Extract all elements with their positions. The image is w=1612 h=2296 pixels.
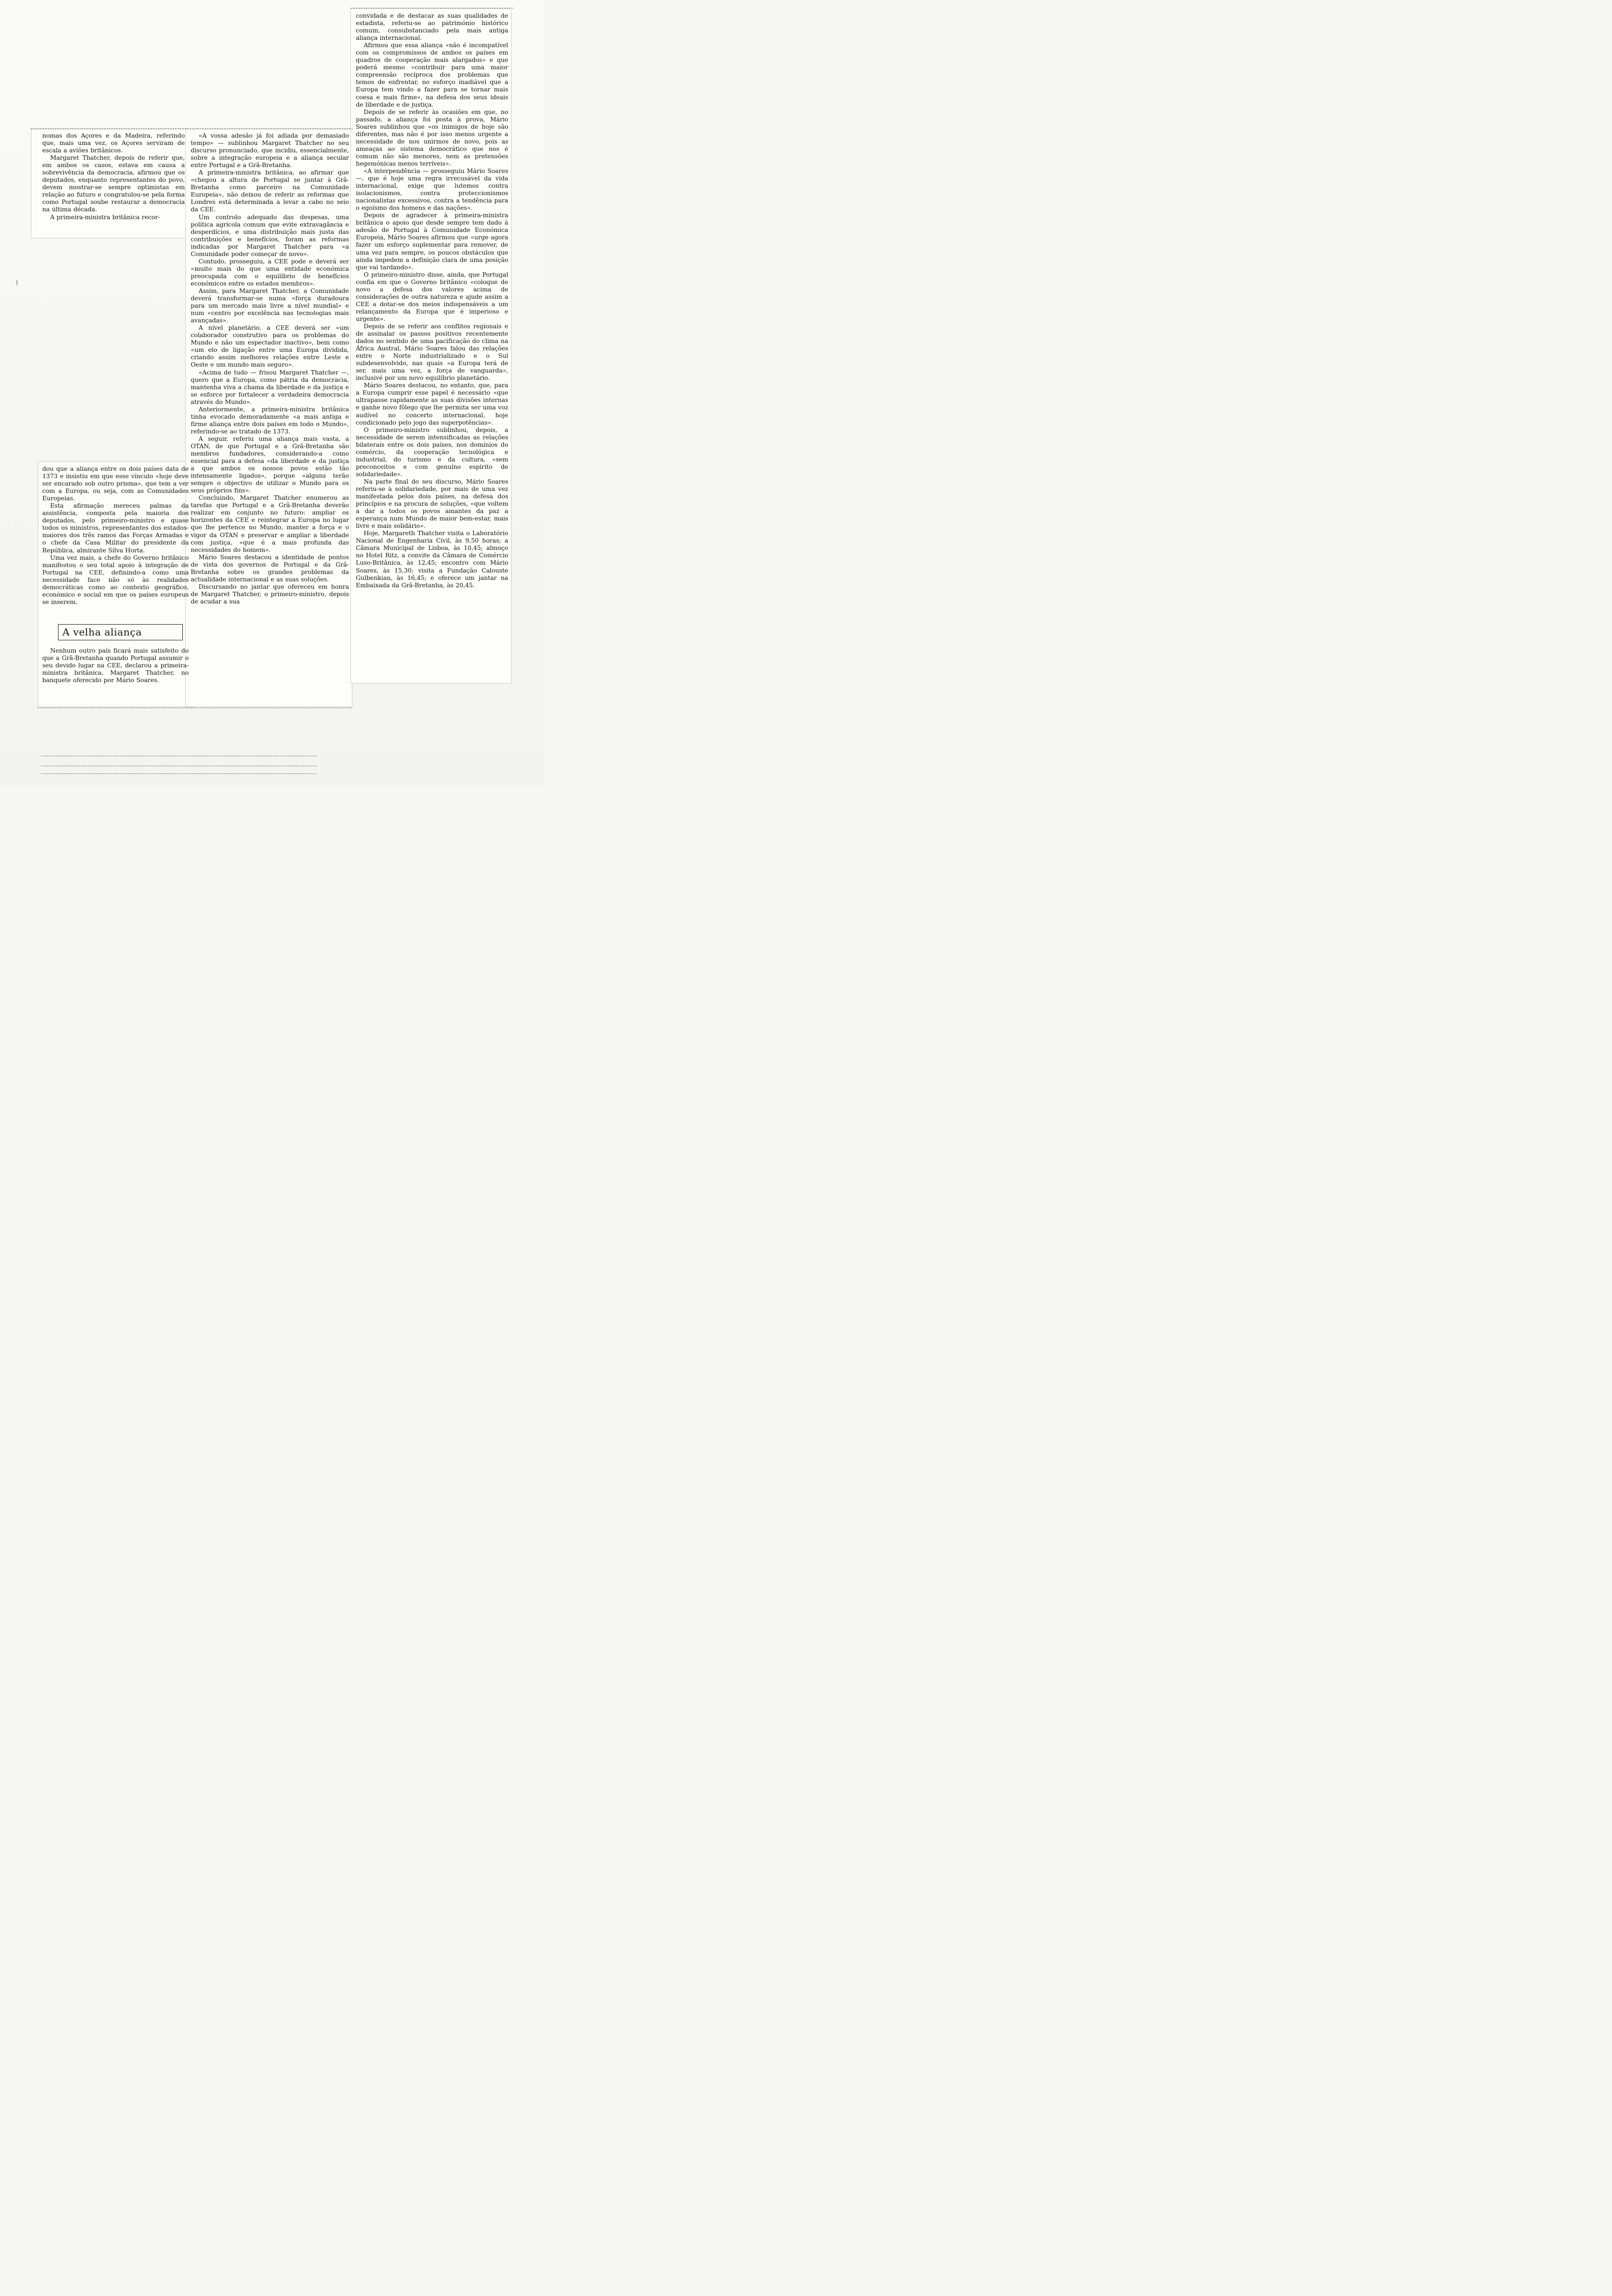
column-c xyxy=(42,647,189,684)
paragraph: Na parte final do seu discurso, Mário Soares referiu-se à solidariedade, por mais de uma vez manifestada pelos dois países, na defesa dos princípios e na procura de soluções, «que voltem a dar a todos os povos amantes da paz a esperança num Mundo de maior bem-estar, mais livre e mais solidário». xyxy=(356,477,508,530)
column-d xyxy=(191,132,349,605)
paragraph: Afirmou que essa aliança «não é incompatível com os compromissos de ambos os países em quadros de cooperação mais alargados» e que poderá mesmo «contribuir para uma maior compreensão recíproca dos problemas que temos de enfrentar, no esforço inadiável que a Europa tem vindo a fazer para se tornar mais coesa e mais firme», na defesa dos seus ideais de liberdade e de justiça. xyxy=(356,41,508,108)
paragraph: Depois de se referir às ocasiões em que, no passado, a aliança foi posta à prova, Mário Soares sublinhou que «os inimigos de hoje são diferentes, mas não é por isso menos urgente a necessidade de nos unirmos de novo, pois as ameaças ao sistema democrático que nos é comum não são menores, nem as pretensões hegemónicas menos terríveis». xyxy=(356,108,508,167)
subheading: A velha aliança xyxy=(58,624,183,640)
paragraph: «A interpendência — prosseguiu Mário Soares —, que é hoje uma regra irrecusável da vida internacional, exige que lutemos contra isolacionismos, contra proteccionismos nacionalistas excessivos, contra a tendência para o egoísmo dos homens e das nações». xyxy=(356,167,508,212)
paragraph: Contudo, prosseguiu, a CEE pode e deverá ser «muito mais do que uma entidade económica preocupada com o equilíbrio de benefícios económicos entre os estados membros». xyxy=(191,257,349,287)
paragraph: Assim, para Margaret Thatcher, a Comunidade deverá transformar-se numa «força duradoura para um mercado mais livre a nível mundial» e num «centro por excelência nas tecnologias mais avançadas». xyxy=(191,287,349,324)
paragraph: A primeira-ministra britânica, ao afirmar que «chegou a altura de Portugal se juntar à Grã-Bretanha como parceiro na Comunidade Europeia», não deixou de referir as reformas que Londres está determinada a levar a cabo no seio da CEE. xyxy=(191,169,349,213)
paragraph: Concluindo, Margaret Thatcher enumerou as tarefas que Portugal e a Grã-Bretanha deverão realizar em conjunto no futuro: ampliar os horizontes da CEE e reintegrar a Europa no lugar que lhe pertence no Mundo, manter a força e o vigor da OTAN e preservar e ampliar a liberdade com justiça, «que é a mais profunda das necessidades do homem». xyxy=(191,494,349,553)
paragraph: dou que a aliança entre os dois países data de 1373 e insistiu em que esse vínculo «hoje deve ser encarado sob outro prisma», que tem a ver com a Europa, ou seja, com as Comunidades Europeias. xyxy=(42,465,189,502)
paragraph: Margaret Thatcher, depois de referir que, em ambos os casos, estava em causa a sobrevivência da democracia, afirmou que os deputados, enquanto representantes do povo, devem mostrar-se sempre optimistas em relação ao futuro e congratulou-se pela forma como Portugal soube restaurar a democracia na última década. xyxy=(42,154,185,213)
paragraph: Discursando no jantar que ofereceu em honra de Margaret Thatcher, o primeiro-ministro, depois de acudar a sua xyxy=(191,582,349,605)
paragraph: Mário Soares destacou, no entanto, que, para a Europa cumprir esse papel é necessário «que ultrapasse rapidamente as suas divisões internas e ganhe novo fôlego que lhe permita ser uma voz audível no concerto internacional, hoje condicionado pelo jogo das superpotências». xyxy=(356,381,508,426)
paragraph: Mário Soares destacou a identidade de pontos de vista dos governos de Portugal e da Grã-Bretanha sobre os grandes problemas da actualidade internacional e as suas soluções. xyxy=(191,553,349,583)
paragraph: Depois de se referir aos conflitos regionais e de assinalar os passos positivos recentemente dados no sentido de uma pacificação do clima na África Austral, Mário Soares falou das relações entre o Norte industrializado e o Sul subdesenvolvido, nas quais «a Europa terá de ser, mais uma vez, a força de vanguarda», inclusivé por um novo equilíbrio planetário. xyxy=(356,322,508,382)
paragraph: A seguir, referiu uma aliança mais vasta, a OTAN, de que Portugal e a Grã-Bretanha são membros fundadores, considerando-a como essencial para a defesa «da liberdade e da justiça a que ambos os nossos povos estão tão intensamente ligados», porque «alguns terão sempre o objectivo de utilizar o Mundo para os seus próprios fins». xyxy=(191,434,349,494)
paragraph: nomas dos Açores e da Madeira, referindo que, mais uma vez, os Açores serviram de escala a aviões britânicos. xyxy=(42,132,185,154)
paragraph: A primeira-ministra britânica recor- xyxy=(50,213,160,221)
paragraph: Um controlo adequado das despesas, uma política agrícola comum que evite extravagância e desperdícios, e uma distribuição mais justa das contribuições e benefícios, foram as reformas indicadas por Margaret Thatcher para «a Comunidade poder começar de novo». xyxy=(191,213,349,258)
paragraph: Hoje, Margareth Thatcher visita o Laboratório Nacional de Engenharia Civil, às 9,50 horas; a Câmara Municipal de Lisboa, às 10,45; almoço no Hotel Ritz, a convite da Câmara de Comércio Luso-Britânica, às 12,45; encontro com Mário Soares, às 15,30; visita a Fundação Calouste Gulbenkian, às 16,45; e oferece um jantar na Embaixada da Grã-Bretanha, às 20,45. xyxy=(356,529,508,589)
paragraph: A nível planetário, a CEE deverá ser «um colaborador construtivo para os problemas do Mundo e não um espectador inactivo», bem como «um elo de ligação entre uma Europa dividida, criando assim melhores relações entre Leste e Oeste e um mundo mais seguro». xyxy=(191,324,349,369)
paragraph: Anteriormente, a primeira-ministra britânica tinha evocado demoradamente «a mais antiga e firme aliança entre dois países em todo o Mundo», referindo-se ao tratado de 1373. xyxy=(191,405,349,435)
paragraph: Esta afirmação mereceu palmas da assistência, composta pela maioria dos deputados, pelo primeiro-ministro e quase todos os ministros, representantes dos estados-maiores dos três ramos das Forças Armadas e o chefe da Casa Militar do presidente da República, almirante Silva Horta. xyxy=(42,502,189,554)
paragraph: convidada e de destacar as suas qualidades de estadista, referiu-se ao património histórico comum, consubstanciado pela mais antiga aliança internacional. xyxy=(356,12,508,42)
paragraph: O primeiro-ministro sublinhou, depois, a necessidade de serem intensificadas as relações bilaterais entre os dois países, nos domínios do comércio, da cooperação tecnológica e industrial, do turismo e da cultura, «sem preconceitos e com genuíno espírito de solidariedade». xyxy=(356,426,508,478)
scanned-page xyxy=(0,0,544,786)
paragraph: Uma vez mais, a chefe do Governo britânico manifestou o seu total apoio à integração de Portugal na CEE, definindo-a como uma necessidade face não só às realidades democráticas como ao contexto geográfico, económico e social em que os países europeus se inserem. xyxy=(42,553,189,605)
column-a xyxy=(42,132,185,221)
paragraph: «A vossa adesão já foi adiada por demasiado tempo» — sublinhou Margaret Thatcher no seu discurso pronunciado, que incidiu, essencialmente, sobre a integração europeia e a aliança secular entre Portugal e a Grã-Bretanha. xyxy=(191,132,349,169)
column-e xyxy=(356,12,508,589)
paragraph: Nenhum outro país ficará mais satisfeito do que a Grã-Bretanha quando Portugal assumir o seu devido lugar na CEE, declarou a primeira-ministra britânica, Margaret Thatcher, no banquete oferecido por Mário Soares. xyxy=(42,647,189,684)
column-b xyxy=(42,465,189,605)
paragraph: O primeiro-ministro disse, ainda, que Portugal confia em que o Governo britânico «coloque de novo a defesa dos valores acima de considerações de outra natureza e ajude assim a CEE a dotar-se dos meios indispensáveis a um relançamento da Europa que é imperioso e urgente». xyxy=(356,270,508,322)
paragraph: Depois de agradecer à primeira-ministra britânica o apoio que desde sempre tem dado à adesão de Portugal à Comunidade Económica Europeia, Mário Soares afirmou que «urge agora fazer um esforço suplementar para remover, de uma vez para sempre, os poucos obstáculos que ainda impedem a definição clara de uma posição que vai tardando». xyxy=(356,211,508,271)
paragraph: «Acima de tudo — frisou Margaret Thatcher —, quero que a Europa, como pátria da democracia, mantenha viva a chama da liberdade e da justiça e se esforce por fortalecer a verdadeira democracia através do Mundo». xyxy=(191,368,349,405)
